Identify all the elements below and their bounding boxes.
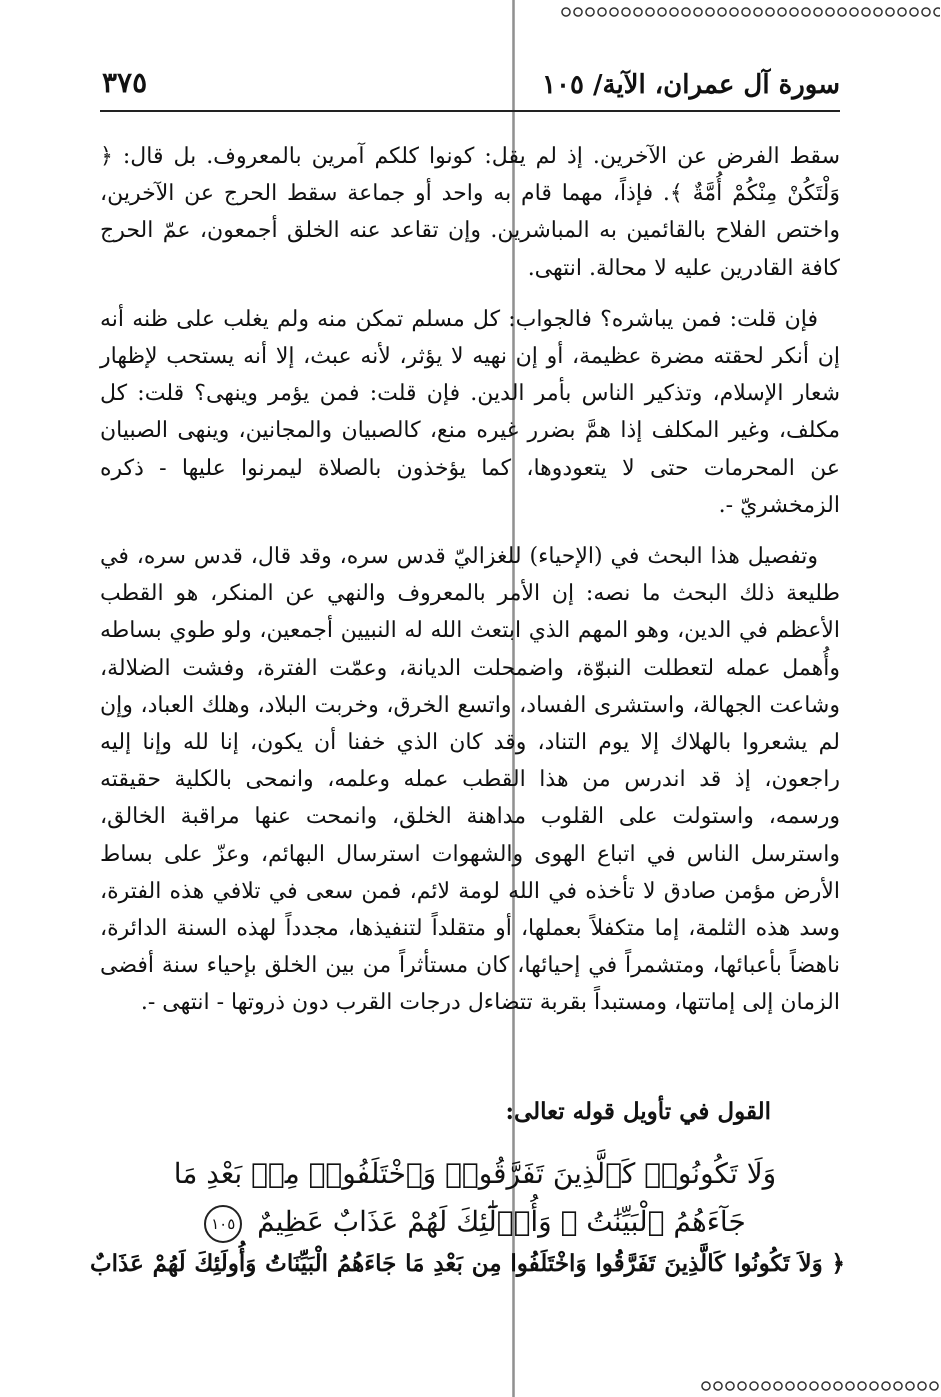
quran-verse [160, 1150, 790, 1246]
ornamental-border-bottom [700, 1380, 940, 1392]
page-number: ٣٧٥ [102, 66, 148, 99]
running-title: سورة آل عمران، الآية/ ١٠٥ [542, 70, 840, 100]
paragraph-1: سقط الفرض عن الآخرين. إذ لم يقل: كونوا كلكم آمرين بالمعروف. بل قال: ﴿ وَلْتَكُنْ مِنْكُمْ أُمَّةٌ ﴾. فإذاً، مهما قام به واحد أو جماعة سقط الحرج عن الآخرين، واختص الفلاح بالقائمين به المباشرين. وإن تقاعد عنه الخلق أجمعون، عمّ الحرج كافة القادرين عليه لا محالة. انتهى. [100, 144, 840, 281]
ornamental-border-top [560, 6, 940, 18]
main-text [100, 138, 840, 1022]
verse-text: وَلَا تَكُونُوا۟ كَٱلَّذِينَ تَفَرَّقُوا۟ وَٱخْتَلَفُوا۟ مِنۢ بَعْدِ مَا جَآءَهُمُ ٱلْبَيِّنَٰتُ ۚ وَأُو۟لَٰٓئِكَ لَهُمْ عَذَابٌ عَظِيمٌ [173, 1157, 777, 1238]
paragraph-2: فإن قلت: فمن يباشره؟ فالجواب: كل مسلم تمكن منه ولم يغلب على ظنه أنه إن أنكر لحقته مضرة عظيمة، أو إن نهيه لا يؤثر، لأنه عبث، إلا أنه يستحب لإظهار شعار الإسلام، وتذكير الناس بأمر الدين. فإن قلت: فمن يؤمر وينهى؟ قلت: كل مكلف، وغير المكلف إذا همَّ بضرر غيره منع، كالصبيان والمجانين، وينهى الصبيان عن المحرمات حتى لا يتعودوها، كما يؤخذون بالصلاة ليمرنوا عليها - ذكره الزمخشريّ -. [100, 306, 840, 518]
section-heading: القول في تأويل قوله تعالى: [505, 1098, 771, 1125]
ayah-number-marker: ١٠٥ [204, 1205, 242, 1243]
page-header [100, 62, 840, 112]
verse-commentary-start: ﴿ وَلاَ تَكُونُوا كَالَّذِينَ تَفَرَّقُوا وَاخْتَلَفُوا مِن بَعْدِ مَا جَاءَهُمُ الْبَيِّنَاتُ وَأُولَئِكَ لَهُمْ عَذَابٌ [90, 1250, 845, 1277]
paragraph-3: وتفصيل هذا البحث في (الإحياء) للغزاليّ قدس سره، وقد قال، قدس سره، في طليعة ذلك البحث ما نصه: إن الأمر بالمعروف والنهي عن المنكر، هو القطب الأعظم في الدين، وهو المهم الذي ابتعث الله له النبيين أجمعين، ولو طوي بساطه وأُهمل عمله لتعطلت النبوّة، واضمحلت الديانة، وعمّت الفترة، وفشت الضلالة، وشاعت الجهالة، واستشرى الفساد، واتسع الخرق، وخربت البلاد، وهلك العباد، وإن لم يشعروا بالهلاك إلا يوم التناد، وقد كان الذي خفنا أن يكون، إنا لله وإنا إليه راجعون، إذ قد اندرس من هذا القطب عمله وعلمه، وانمحى بالكلية حقيقته ورسمه، واستولت على القلوب مداهنة الخلق، وانمحت عنها مراقبة الخالق، واسترسل الناس في اتباع الهوى والشهوات استرسال البهائم، وعزّ على بساط الأرض مؤمن صادق لا تأخذه في الله لومة لائم، فمن سعى في تلافي هذه الفترة، وسد هذه الثلمة، إما متكفلاً بعملها، أو متقلداً لتنفيذها، مجدداً لهذه السنة الدائرة، ناهضاً بأعبائها، ومتشمراً في إحيائها، كان مستأثراً من بين الخلق بإحياء سنة أفضى الزمان إلى إماتتها، ومستبداً بقربة تتضاءل درجات القرب دون ذروتها - انتهى -. [100, 544, 840, 1016]
